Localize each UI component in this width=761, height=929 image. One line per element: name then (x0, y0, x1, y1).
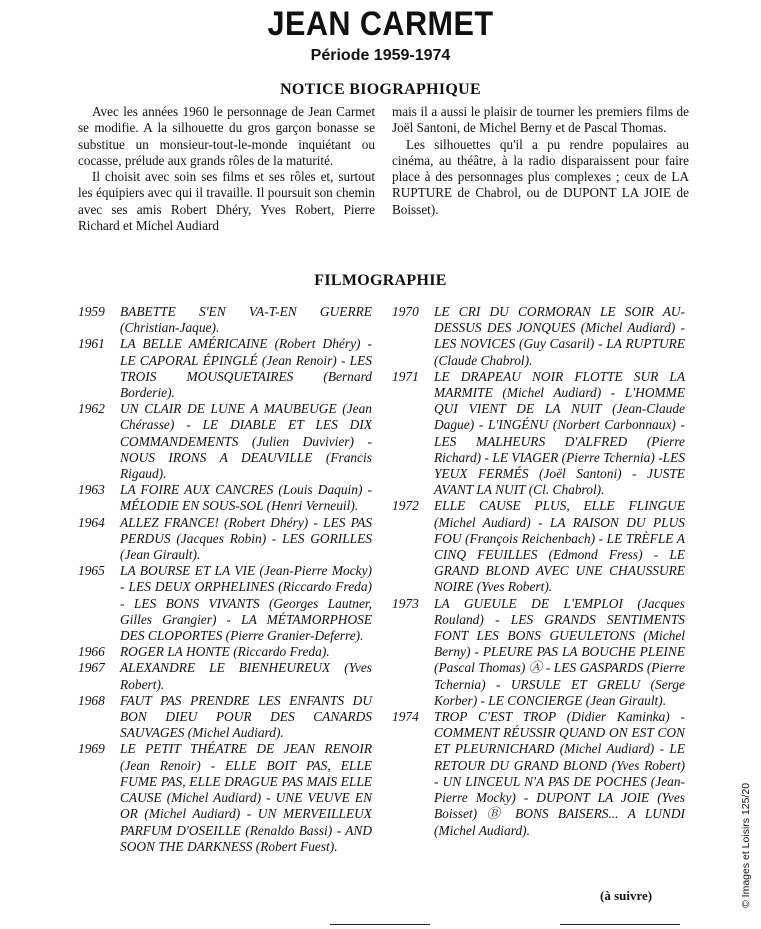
film-text: UN CLAIR DE LUNE A MAUBEUGE (Jean Chérasse) - LE DIABLE ET LES DIX COMMANDEMENTS (Julien Duvivier) -NOUS IRONS A DEAUVILLE (Francis Rigaud). (120, 401, 372, 482)
film-entry (392, 304, 685, 369)
film-entry (78, 515, 372, 564)
copyright-text: © Images et Loisirs 125/20 (740, 782, 752, 908)
filmography-heading: FILMOGRAPHIE (314, 272, 447, 289)
bottom-rule (330, 924, 430, 925)
film-year: 1963 (78, 482, 105, 498)
film-text: LA BELLE AMÉRICAINE (Robert Dhéry) - LE CAPORAL ÉPINGLÉ (Jean Renoir) - LES TROIS MOUSQUETAIRES (Bernard Borderie). (120, 336, 372, 401)
film-entry (78, 304, 372, 336)
film-entry (78, 644, 372, 660)
film-entry (78, 563, 372, 644)
film-entry (78, 660, 372, 692)
film-text: FAUT PAS PRENDRE LES ENFANTS DU BON DIEU POUR DES CANARDS SAUVAGES (Michel Audiard). (120, 692, 372, 741)
period-subtitle: Période 1959-1974 (310, 47, 451, 64)
film-entry (78, 693, 372, 742)
film-text: ELLE CAUSE PLUS, ELLE FLINGUE (Michel Audiard) - LA RAISON DU PLUS FOU (François Reichenbach) - LE TRÈFLE A CINQ FEUILLES (Edmond Fress) - LE GRAND BLOND AVEC UNE CHAUSSURE NOIRE (Yves Robert). (434, 498, 685, 595)
continued-label: (à suivre) (600, 888, 653, 903)
film-text: ROGER LA HONTE (Riccardo Freda). (120, 644, 330, 660)
film-year: 1964 (78, 514, 105, 530)
film-entry (78, 336, 372, 401)
film-year: 1969 (78, 741, 105, 757)
film-text: LA BOURSE ET LA VIE (Jean-Pierre Mocky) - LES DEUX ORPHELINES (Riccardo Freda) - LES BONS VIVANTS (Georges Lautner, Gilles Grangier) - LA MÉTAMORPHOSE DES CLOPORTES (Pierre Granier-Deferre). (120, 563, 372, 644)
film-text: ALEXANDRE LE BIENHEUREUX (Yves Robert). (120, 660, 372, 692)
notice-heading: NOTICE BIOGRAPHIQUE (280, 81, 481, 98)
notice-paragraph: Les silhouettes qu'il a pu rendre populaires au cinéma, au théâtre, à la radio disparaissent pour faire place à des personnages plus complexes ; ceux de LA RUPTURE de Chabrol, ou de DUPONT LA JOIE de Boisset). (392, 136, 689, 217)
film-entry (78, 482, 372, 514)
film-year: 1972 (392, 498, 419, 514)
film-year: 1970 (392, 304, 419, 319)
film-text: LA FOIRE AUX CANCRES (Louis Daquin) - MÉLODIE EN SOUS-SOL (Henri Verneuil). (120, 482, 372, 514)
notice-paragraph: Avec les années 1960 le personnage de Jean Carmet se modifie. A la silhouette du gros garçon bonasse se substitue un monsieur-tout-le-monde inquiétant ou cocasse, prélude aux grands rôles de la maturité. (78, 104, 375, 168)
notice-paragraph: mais il a aussi le plaisir de tourner les premiers films de Joël Santoni, de Michel Berny et de Pascal Thomas. (392, 104, 689, 136)
bottom-rule (560, 924, 680, 925)
copyright-notice (738, 720, 752, 910)
film-year: 1968 (78, 692, 105, 708)
filmography-left-column (78, 304, 372, 855)
film-text: BABETTE S'EN VA-T-EN GUERRE (Christian-Jaque). (120, 304, 372, 336)
film-text: LE PETIT THÉATRE DE JEAN RENOIR (Jean Renoir) - ELLE BOIT PAS, ELLE FUME PAS, ELLE DRAGUE PAS MAIS ELLE CAUSE (Michel Audiard) - UNE VEUVE EN OR (Michel Audiard) - UN MERVEILLEUX PARFUM D'OSEILLE (Renaldo Bassi) - AND SOON THE DARKNESS (Robert Fuest). (120, 741, 372, 854)
film-entry (392, 596, 685, 709)
film-entry (392, 498, 685, 595)
film-text: LE CRI DU CORMORAN LE SOIR AU-DESSUS DES JONQUES (Michel Audiard) - LES NOVICES (Guy Casaril) - LA RUPTURE (Claude Chabrol). (434, 304, 685, 368)
film-text: TROP C'EST TROP (Didier Kaminka) - COMMENT RÉUSSIR QUAND ON EST CON ET PLEURNICHARD (Michel Audiard) - LE RETOUR DU GRAND BLOND (Yves Robert) - UN LINCEUL N'A PAS DE POCHES (Jean-Pierre Mocky) - DUPONT LA JOIE (Yves Boisset) Ⓑ BONS BAISERS... A LUNDI (Michel Audiard). (434, 709, 685, 838)
film-year: 1967 (78, 660, 105, 676)
film-year: 1966 (78, 644, 105, 660)
film-year: 1971 (392, 368, 419, 384)
film-text: LA GUEULE DE L'EMPLOI (Jacques Rouland) - LES GRANDS SENTIMENTS FONT LES BONS GUEULETONS (Michel Berny) - PLEURE PAS LA BOUCHE PLEINE (Pascal Thomas) Ⓐ - LES GASPARDS (Pierre Tchernia) - URSULE ET GRELU (Serge Korber) - LE CONCIERGE (Jean Girault). (434, 595, 685, 708)
notice-paragraph: Il choisit avec soin ses films et ses rôles et, surtout les équipiers avec qui il travaille. Il poursuit son chemin avec ses amis Robert Dhéry, Yves Robert, Pierre Richard et Michel Audiard (78, 169, 375, 234)
filmography-right-column (392, 304, 685, 839)
film-entry (78, 741, 372, 854)
film-year: 1974 (392, 709, 419, 725)
film-entry (78, 401, 372, 482)
notice-right-column (392, 104, 689, 218)
film-year: 1961 (78, 336, 105, 352)
film-year: 1962 (78, 401, 105, 417)
film-year: 1973 (392, 595, 419, 611)
page-title: JEAN CARMET (267, 5, 494, 43)
film-entry (392, 369, 685, 499)
film-year: 1965 (78, 563, 105, 579)
film-text: ALLEZ FRANCE! (Robert Dhéry) - LES PAS PERDUS (Jacques Robin) - LES GORILLES (Jean Girault). (120, 514, 372, 563)
film-year: 1959 (78, 304, 105, 319)
film-entry (392, 709, 685, 839)
notice-left-column (78, 104, 375, 234)
film-text: LE DRAPEAU NOIR FLOTTE SUR LA MARMITE (Michel Audiard) - L'HOMME QUI VIENT DE LA NUIT (Jean-Claude Dague) - L'INGÉNU (Norbert Carbonnaux) - LES MALHEURS D'ALFRED (Pierre Richard) - LE VIAGER (Pierre Tchernia) -LES YEUX FERMÉS (Joël Santoni) - JUSTE AVANT LA NUIT (Cl. Chabrol). (434, 368, 685, 498)
